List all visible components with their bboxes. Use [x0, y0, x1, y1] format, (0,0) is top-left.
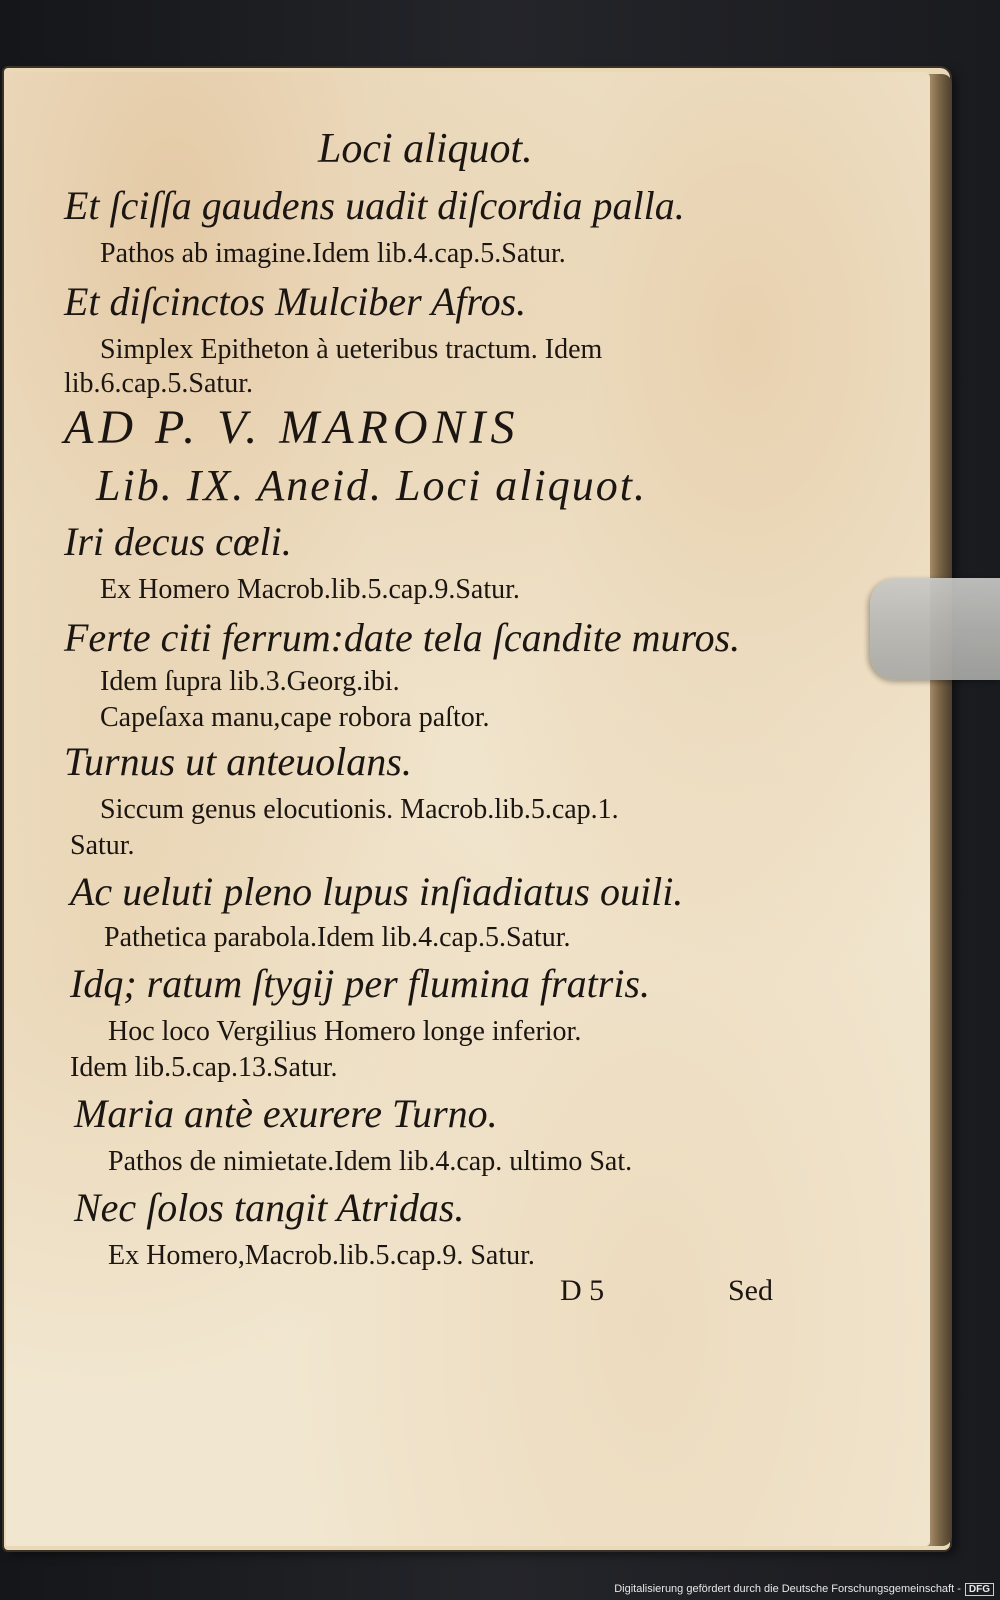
- section-subheading: Lib. IX. Aneid. Loci aliquot.: [96, 461, 647, 510]
- text-line-commentary: Ex Homero Macrob.lib.5.cap.9.Satur.: [100, 574, 520, 605]
- signature-mark: D 5: [560, 1274, 605, 1307]
- text-line-commentary: Pathos ab imagine.Idem lib.4.cap.5.Satur.: [100, 238, 566, 269]
- text-line-commentary: Capeſaxa manu,cape robora paſtor.: [100, 702, 490, 733]
- text-line-verse: Et diſcinctos Mulciber Afros.: [64, 279, 527, 324]
- credit-text: Digitalisierung gefördert durch die Deutsche Forschungsgemeinschaft -: [614, 1583, 961, 1595]
- text-line-verse: Turnus ut anteuolans.: [64, 739, 412, 784]
- digitization-credit: [614, 1583, 994, 1596]
- dfg-logo-icon: DFG: [965, 1583, 994, 1596]
- text-line-commentary: Idem lib.5.cap.13.Satur.: [70, 1052, 338, 1083]
- text-line-verse: Maria antè exurere Turno.: [74, 1091, 498, 1136]
- text-line-verse: Ac ueluti pleno lupus inſiadiatus ouili.: [70, 869, 684, 914]
- text-line-verse: Idq; ratum ſtygij per flumina fratris.: [70, 961, 650, 1006]
- text-line-verse: Nec ſolos tangit Atridas.: [74, 1185, 465, 1230]
- text-line-commentary: lib.6.cap.5.Satur.: [64, 368, 253, 399]
- catchword: Sed: [728, 1274, 773, 1307]
- text-line-commentary: Simplex Epitheton à ueteribus tractum. Idem: [100, 334, 603, 365]
- text-line-commentary: Ex Homero,Macrob.lib.5.cap.9. Satur.: [108, 1240, 535, 1271]
- text-line-commentary: Satur.: [70, 830, 135, 861]
- text-line-commentary: Hoc loco Vergilius Homero longe inferior.: [108, 1016, 582, 1047]
- running-header: Loci aliquot.: [318, 126, 533, 172]
- text-line-commentary: Siccum genus elocutionis. Macrob.lib.5.cap.1.: [100, 794, 619, 825]
- text-line-verse: Et ſciſſa gaudens uadit diſcordia palla.: [64, 183, 685, 228]
- section-heading: AD P. V. MARONIS: [64, 401, 520, 454]
- text-line-verse: Iri decus cœli.: [64, 519, 292, 564]
- text-line-commentary: Idem ſupra lib.3.Georg.ibi.: [100, 666, 400, 697]
- text-line-commentary: Pathetica parabola.Idem lib.4.cap.5.Satur.: [104, 922, 571, 953]
- text-line-verse: Ferte citi ferrum:date tela ſcandite muros.: [64, 615, 741, 660]
- text-line-commentary: Pathos de nimietate.Idem lib.4.cap. ultimo Sat.: [108, 1146, 633, 1177]
